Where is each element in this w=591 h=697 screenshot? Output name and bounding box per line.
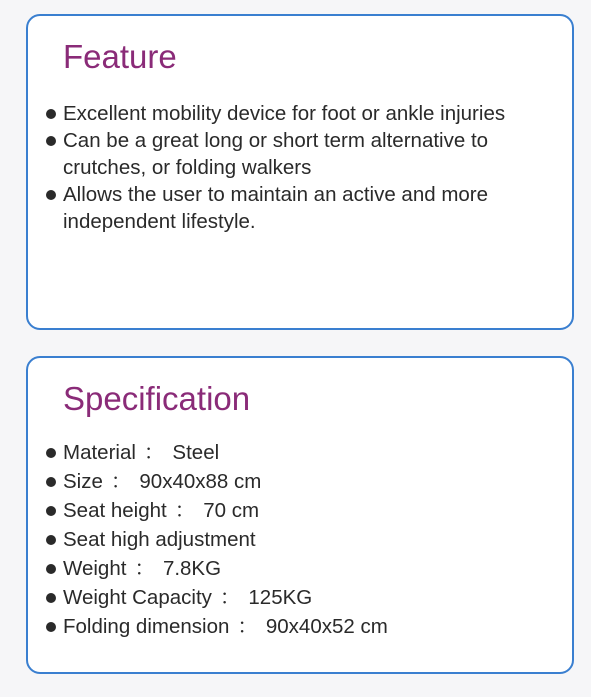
spec-item-weight-capacity <box>46 583 566 612</box>
specification-panel <box>26 356 574 674</box>
feature-item <box>46 181 566 235</box>
bullet-dot-icon <box>46 506 56 516</box>
spec-label: Material <box>63 441 136 464</box>
bullet-dot-icon <box>46 535 56 545</box>
feature-item <box>46 127 566 181</box>
spec-value: 90x40x52 cm <box>265 615 388 638</box>
spec-value: 7.8KG <box>162 557 222 580</box>
feature-item-text: Can be a great long or short term alternative to crutches, or folding walkers <box>63 129 489 179</box>
feature-item <box>46 100 566 127</box>
spec-label: Seat high adjustment <box>63 528 256 551</box>
spec-item-folding-dimension <box>46 612 566 641</box>
spec-item-size <box>46 467 566 496</box>
bullet-dot-icon <box>46 564 56 574</box>
spec-label: Weight <box>63 557 127 580</box>
spec-label: Size <box>63 470 103 493</box>
spec-separator: ： <box>110 470 132 493</box>
spec-item-seat-adjustment <box>46 525 566 554</box>
spec-separator: ： <box>237 615 258 638</box>
bullet-dot-icon <box>46 477 56 487</box>
spec-value: 70 cm <box>203 499 260 522</box>
bullet-dot-icon <box>46 448 56 458</box>
spec-separator: ： <box>134 557 155 580</box>
bullet-dot-icon <box>46 136 56 146</box>
feature-item-text: Allows the user to maintain an active and more independent lifestyle. <box>63 183 489 233</box>
spec-item-weight <box>46 554 566 583</box>
bullet-dot-icon <box>46 593 56 603</box>
feature-title: Feature <box>63 38 177 75</box>
spec-separator: ： <box>174 499 196 522</box>
bullet-dot-icon <box>46 190 56 200</box>
specification-title: Specification <box>63 380 251 417</box>
spec-item-seat-height <box>46 496 566 525</box>
spec-label: Weight Capacity <box>63 586 212 609</box>
bullet-dot-icon <box>46 109 56 119</box>
bullet-dot-icon <box>46 622 56 632</box>
spec-value: Steel <box>172 441 220 464</box>
spec-item-material <box>46 438 566 467</box>
feature-panel <box>26 14 574 330</box>
spec-label: Folding dimension <box>63 615 230 638</box>
spec-label: Seat height <box>63 499 167 522</box>
spec-separator: ： <box>219 586 241 609</box>
specification-list <box>46 438 566 641</box>
feature-item-text: Excellent mobility device for foot or ankle injuries <box>63 102 506 125</box>
spec-value: 90x40x88 cm <box>139 470 262 493</box>
spec-value: 125KG <box>248 586 313 609</box>
spec-separator: ： <box>143 441 165 464</box>
feature-list <box>46 100 566 235</box>
